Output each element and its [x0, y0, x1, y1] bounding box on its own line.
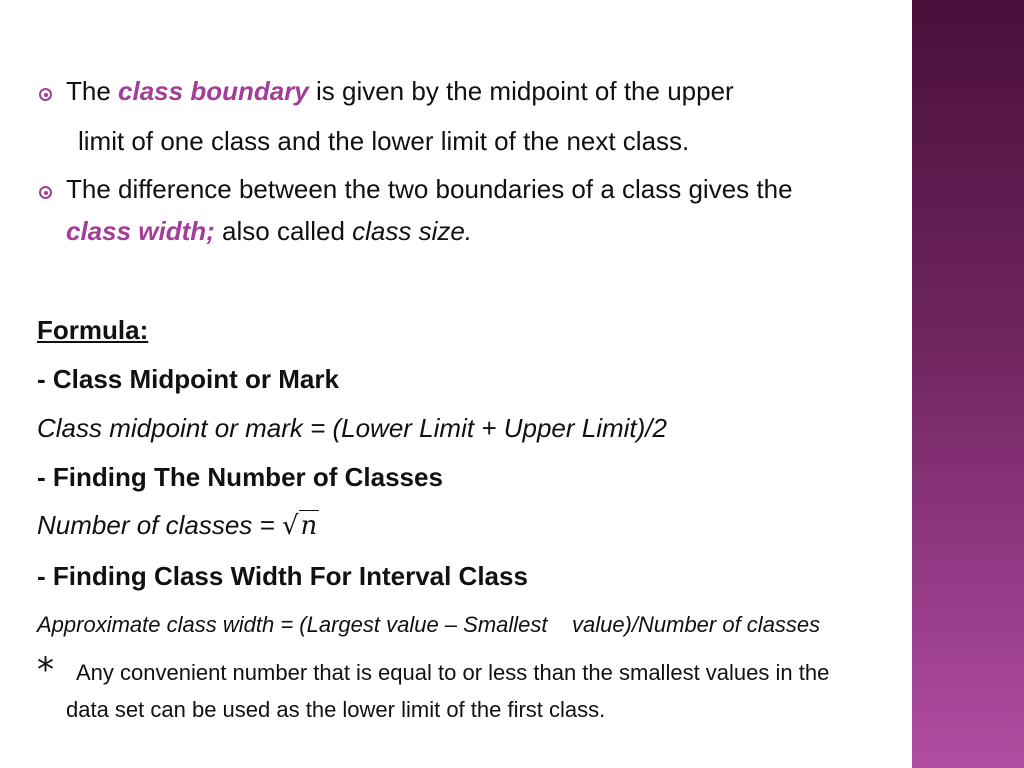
bullet-2-mid: also called: [214, 216, 353, 246]
bullet-1-line-1: [66, 76, 734, 107]
note-line-2: data set can be used as the lower limit of the first class.: [66, 697, 606, 722]
bullet-icon: [39, 88, 52, 101]
decorative-sidebar: [912, 0, 1024, 768]
bullet-1-post: is given by the midpoint of the upper: [308, 76, 734, 106]
sqrt-variable: n: [300, 511, 318, 541]
note-asterisk: *: [37, 650, 54, 690]
formula-number-of-classes: [37, 510, 319, 541]
section-title-number-of-classes: - Finding The Number of Classes: [37, 462, 443, 492]
section-title-class-width: - Finding Class Width For Interval Class: [37, 561, 528, 591]
class-boundary-term: class boundary: [118, 76, 309, 106]
class-size-alias: class size.: [352, 216, 473, 246]
formula-midpoint: Class midpoint or mark = (Lower Limit + Upper Limit)/2: [37, 413, 667, 443]
bullet-icon: [39, 186, 52, 199]
bullet-2-line-1: The difference between the two boundaries of a class gives the: [66, 174, 793, 204]
formula-class-width: Approximate class width = (Largest value – Smallest value)/Number of classes: [37, 612, 821, 637]
section-title-midpoint: - Class Midpoint or Mark: [37, 364, 339, 394]
bullet-1-line-2: limit of one class and the lower limit of the next class.: [78, 126, 690, 156]
bullet-1-pre: The: [66, 76, 119, 106]
bullet-2-line-2: [66, 216, 472, 247]
note-line-1: Any convenient number that is equal to or less than the smallest values in the: [76, 660, 830, 685]
formula-heading: Formula:: [37, 315, 149, 345]
formula-number-of-classes-lhs: Number of classes =: [37, 510, 282, 540]
class-width-term: class width;: [66, 216, 215, 246]
sqrt-symbol: √n: [281, 511, 318, 541]
